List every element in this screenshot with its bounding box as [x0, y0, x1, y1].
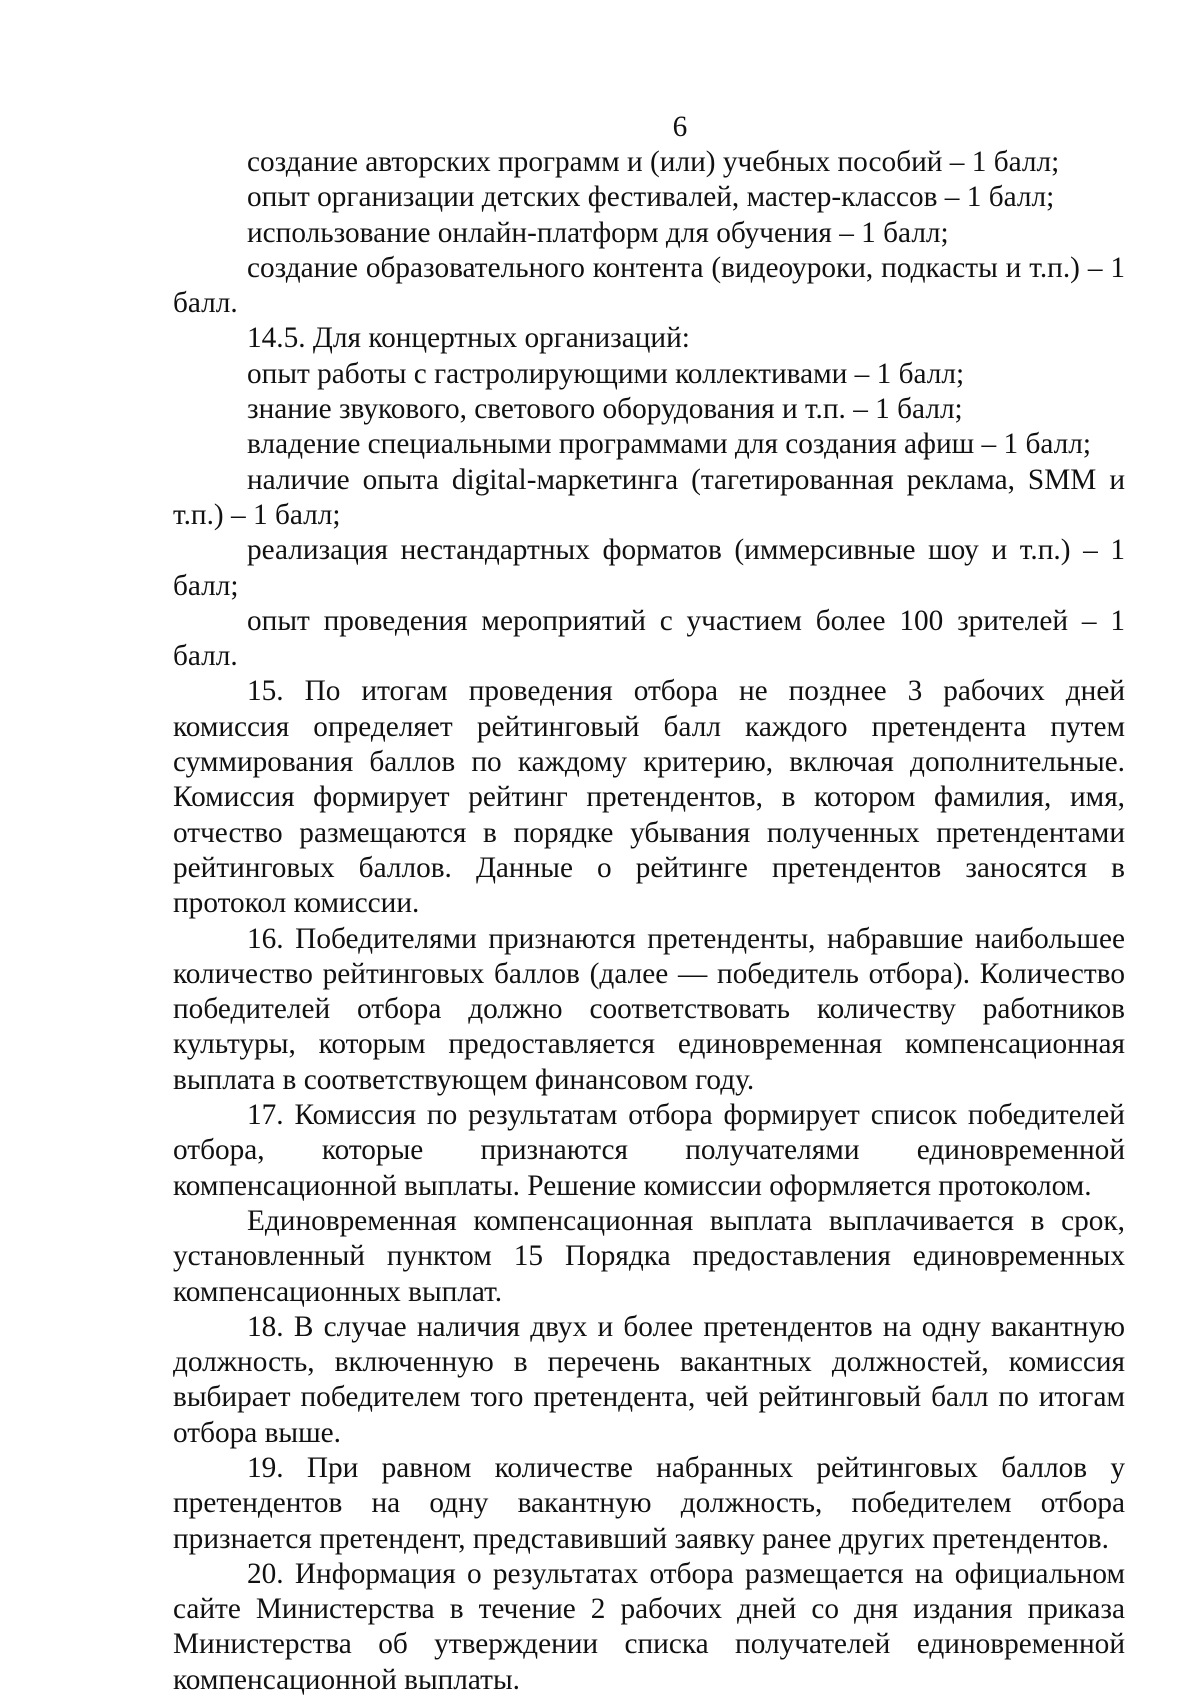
clause-16: 16. Победителями признаются претенденты, набравшие наибольшее количество рейтинговых баллов (далее — победитель отбора). Количество победителей отбора должно соответствовать количеству работников культуры, которым предоставляется единовременная компенсационная выплата в соответствующем финансовом году. [173, 922, 1125, 1096]
criterion-sound-light-equipment: знание звукового, светового оборудования и т.п. – 1 балл; [247, 393, 963, 426]
clause-17-payment-term: Единовременная компенсационная выплата выплачивается в срок, установленный пунктом 15 Порядка предоставления единовременных компенсационных выплат. [173, 1204, 1125, 1308]
criterion-large-events: опыт проведения мероприятий с участием более 100 зрителей – 1 балл. [173, 604, 1125, 673]
clause-19: 19. При равном количестве набранных рейтинговых баллов у претендентов на одну вакантную должность, победителем отбора признается претендент, представивший заявку ранее других претендентов. [173, 1451, 1125, 1555]
criterion-nonstandard-formats: реализация нестандартных форматов (иммерсивные шоу и т.п.) – 1 балл; [173, 534, 1125, 602]
criterion-online-platforms: использование онлайн-платформ для обучения – 1 балл; [247, 216, 949, 249]
criterion-author-programs: создание авторских программ и (или) учебных пособий – 1 балл; [247, 146, 1060, 178]
clause-20: 20. Информация о результатах отбора размещается на официальном сайте Министерства в течение 2 рабочих дней со дня издания приказа Министерства об утверждении списка получателей единовременной компенсационной выплаты. [173, 1557, 1125, 1696]
criterion-digital-marketing: наличие опыта digital-маркетинга (тагетированная реклама, SMM и т.п.) – 1 балл; [173, 463, 1125, 531]
clause-15: 15. По итогам проведения отбора не позднее 3 рабочих дней комиссия определяет рейтинговый балл каждого претендента путем суммирования баллов по каждому критерию, включая дополнительные. Комиссия формирует рейтинг претендентов, в котором фамилия, имя, отчество размещаются в порядке убывания полученных претендентами рейтинговых баллов. Данные о рейтинге претендентов заносятся в протокол комиссии. [173, 675, 1125, 920]
criterion-educational-content: создание образовательного контента (видеоуроки, подкасты и т.п.) – 1 балл. [173, 251, 1125, 320]
criterion-poster-software: владение специальными программами для создания афиш – 1 балл; [247, 428, 1092, 461]
section-14-5-heading: 14.5. Для концертных организаций: [247, 322, 690, 355]
clause-18: 18. В случае наличия двух и более претендентов на одну вакантную должность, включенную в перечень вакантных должностей, комиссия выбирает победителем того претендента, чей рейтинговый балл по итогам отбора выше. [173, 1310, 1125, 1449]
page-number: 6 [672, 111, 688, 143]
clause-17: 17. Комиссия по результатам отбора формирует список победителей отбора, которые признаются получателями единовременной компенсационной выплаты. Решение комиссии оформляется протоколом. [173, 1099, 1125, 1202]
criterion-touring-collectives: опыт работы с гастролирующими коллективами – 1 балл; [247, 357, 965, 390]
document-body [173, 145, 1125, 1698]
criterion-festivals: опыт организации детских фестивалей, мастер-классов – 1 балл; [247, 181, 1055, 214]
